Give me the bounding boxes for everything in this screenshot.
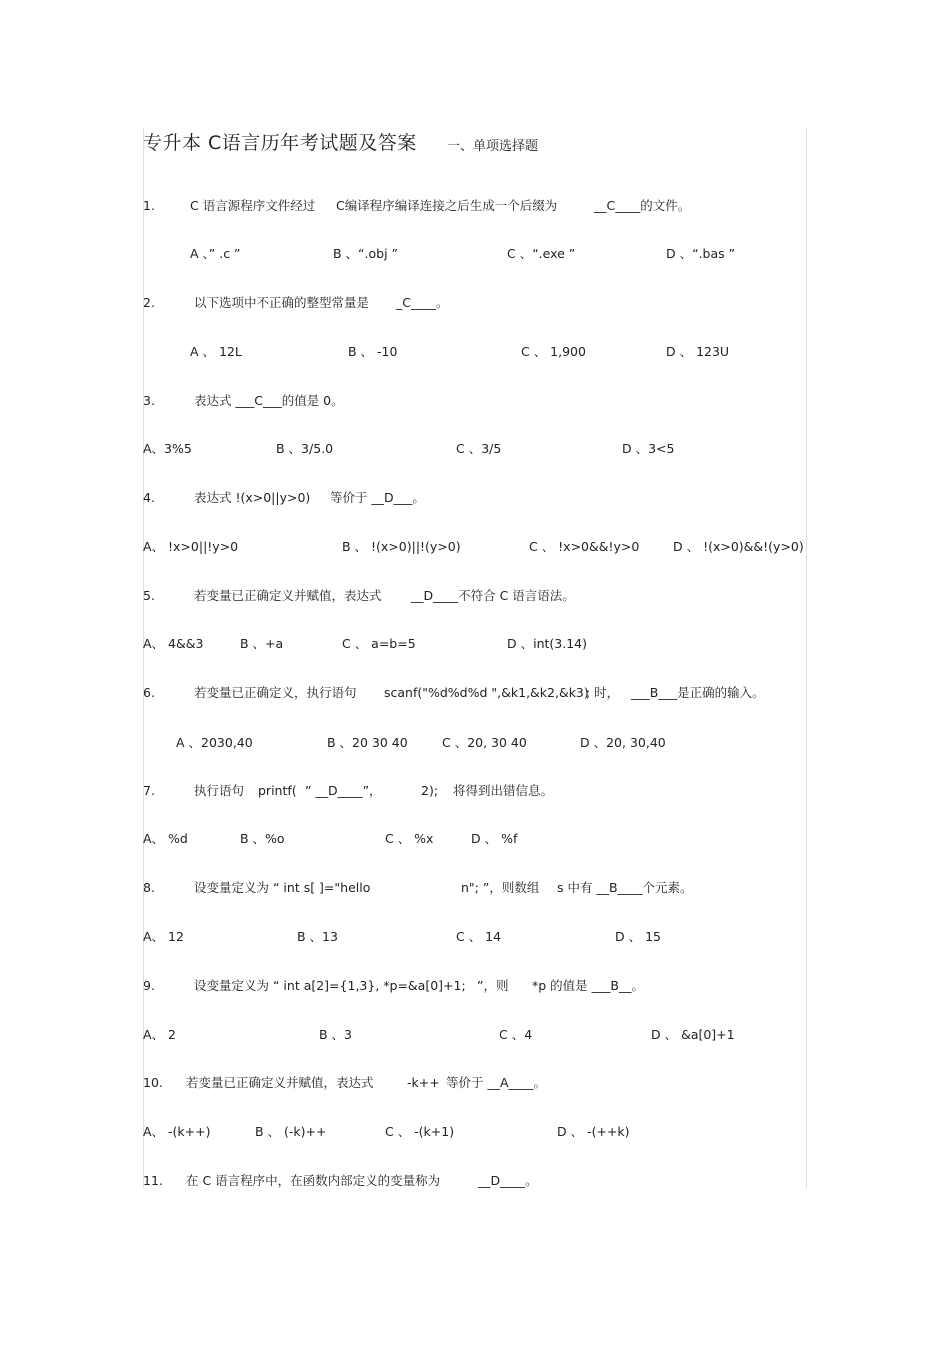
question-text: ” __D____”， bbox=[305, 783, 382, 798]
option-d: D 、int(3.14) bbox=[507, 636, 587, 651]
option-a: A 、2030,40 bbox=[176, 735, 253, 750]
question-text: *p 的值是 ___B__。 bbox=[532, 978, 644, 993]
option-c: C 、20, 30 40 bbox=[442, 735, 527, 750]
question-text: 2); bbox=[421, 783, 439, 798]
question-number: 3. bbox=[143, 393, 155, 408]
question-text: 若变量已正确定义并赋值，表达式 bbox=[194, 588, 382, 603]
question-text: 执行语句 bbox=[194, 783, 245, 798]
question-text: C编译程序编译连接之后生成一个后缀为 bbox=[336, 198, 558, 213]
question-text: ; 时， bbox=[586, 685, 620, 700]
question-number: 4. bbox=[143, 490, 155, 505]
question-number: 8. bbox=[143, 880, 155, 895]
question-number: 10. bbox=[143, 1075, 163, 1090]
question-text: s 中有 __B____个元素。 bbox=[557, 880, 693, 895]
option-a: A、 4&&3 bbox=[143, 636, 204, 651]
option-b: B 、3 bbox=[319, 1027, 353, 1042]
option-b: B 、 !(x>0)||!(y>0) bbox=[342, 539, 461, 554]
option-c: C 、 a=b=5 bbox=[342, 636, 416, 651]
option-a: A、 !x>0||!y>0 bbox=[143, 539, 239, 554]
option-b: B 、20 30 40 bbox=[327, 735, 408, 750]
question-text: ”，则 bbox=[477, 978, 509, 993]
option-d: D 、 15 bbox=[615, 929, 661, 944]
question-text: 在 C 语言程序中，在函数内部定义的变量称为 bbox=[186, 1173, 441, 1188]
question-number: 1. bbox=[143, 198, 155, 213]
question-text: n"; ”，则数组 bbox=[461, 880, 540, 895]
question-number: 9. bbox=[143, 978, 155, 993]
option-d: D 、“.bas ” bbox=[666, 246, 736, 261]
question-text: 设变量定义为 “ int s[ ]="hello bbox=[194, 880, 371, 895]
question-number: 5. bbox=[143, 588, 155, 603]
option-b: B 、3/5.0 bbox=[276, 441, 334, 456]
option-a: A、 12 bbox=[143, 929, 184, 944]
option-a: A 、 12L bbox=[190, 344, 242, 359]
question-text: C 语言源程序文件经过 bbox=[190, 198, 316, 213]
question-text: __D____。 bbox=[478, 1173, 538, 1188]
question-number: 11. bbox=[143, 1173, 163, 1188]
option-c: C 、“.exe ” bbox=[507, 246, 576, 261]
option-d: D 、 %f bbox=[471, 831, 518, 846]
option-d: D 、 123U bbox=[666, 344, 730, 359]
question-text: 表达式 !(x>0||y>0) bbox=[194, 490, 311, 505]
option-a: A、 2 bbox=[143, 1027, 176, 1042]
option-c: C 、4 bbox=[499, 1027, 533, 1042]
page-border-right bbox=[806, 128, 807, 1188]
option-d: D 、 -(++k) bbox=[557, 1124, 630, 1139]
option-a: A、 %d bbox=[143, 831, 188, 846]
option-d: D 、3<5 bbox=[622, 441, 675, 456]
option-a: A 、” .c ” bbox=[190, 246, 241, 261]
question-text: -k++ bbox=[407, 1075, 440, 1090]
question-text: scanf("%d%d%d ",&k1,&k2,&k3) bbox=[384, 685, 589, 700]
question-text: 以下选项中不正确的整型常量是 bbox=[194, 295, 370, 310]
option-b: B 、“.obj ” bbox=[333, 246, 399, 261]
question-number: 2. bbox=[143, 295, 155, 310]
question-text: __C____的文件。 bbox=[594, 198, 691, 213]
option-c: C 、 %x bbox=[385, 831, 434, 846]
option-c: C 、 14 bbox=[456, 929, 502, 944]
question-text: 若变量已正确定义，执行语句 bbox=[194, 685, 357, 700]
question-text: 设变量定义为 “ int a[2]={1,3}, *p=&a[0]+1; bbox=[194, 978, 466, 993]
question-text: 等价于 __A____。 bbox=[446, 1075, 547, 1090]
question-text: 表达式 ___C___的值是 0。 bbox=[194, 393, 344, 408]
question-text: __D____不符合 C 语言语法。 bbox=[411, 588, 575, 603]
question-text: 等价于 __D___。 bbox=[330, 490, 425, 505]
option-c: C 、 -(k+1) bbox=[385, 1124, 455, 1139]
option-a: A、3%5 bbox=[143, 441, 192, 456]
option-d: D 、20, 30,40 bbox=[580, 735, 666, 750]
option-b: B 、%o bbox=[240, 831, 285, 846]
option-a: A、 -(k++) bbox=[143, 1124, 211, 1139]
option-b: B 、13 bbox=[297, 929, 338, 944]
document-title: 专升本 C语言历年考试题及答案 bbox=[143, 132, 417, 154]
option-b: B 、 -10 bbox=[348, 344, 398, 359]
option-d: D 、 !(x>0)&&!(y>0) bbox=[673, 539, 804, 554]
question-text: ___B___是正确的输入。 bbox=[631, 685, 765, 700]
question-text: 将得到出错信息。 bbox=[453, 783, 554, 798]
question-number: 6. bbox=[143, 685, 155, 700]
option-c: C 、 !x>0&&!y>0 bbox=[529, 539, 640, 554]
option-c: C 、 1,900 bbox=[521, 344, 586, 359]
option-c: C 、3/5 bbox=[456, 441, 502, 456]
question-text: printf( bbox=[258, 783, 297, 798]
section-heading: 一、单项选择题 bbox=[447, 139, 539, 154]
option-b: B 、+a bbox=[240, 636, 284, 651]
question-text: 若变量已正确定义并赋值，表达式 bbox=[186, 1075, 374, 1090]
option-b: B 、 (-k)++ bbox=[255, 1124, 327, 1139]
option-d: D 、 &a[0]+1 bbox=[651, 1027, 735, 1042]
question-number: 7. bbox=[143, 783, 155, 798]
question-text: _C____。 bbox=[396, 295, 449, 310]
